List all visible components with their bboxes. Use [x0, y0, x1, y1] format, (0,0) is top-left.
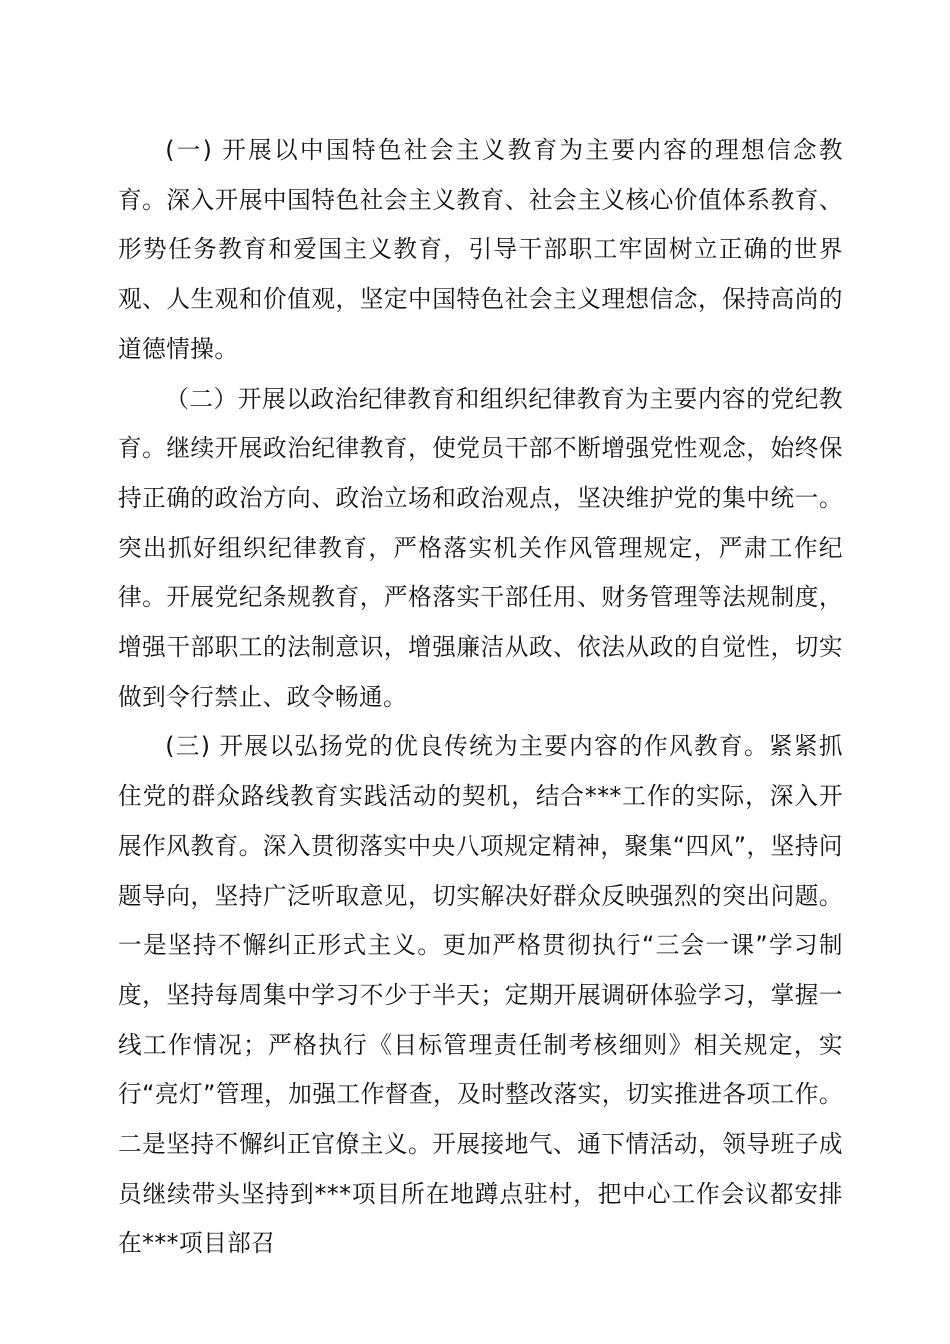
paragraph-1: (一) 开展以中国特色社会主义教育为主要内容的理想信念教育。深入开展中国特色社会主义教育、社会主义核心价值体系教育、形势任务教育和爱国主义教育，引导干部职工牢固树立正确的世界观、人生观和价值观，坚定中国特色社会主义理想信念，保持高尚的道德情操。: [118, 136, 843, 363]
paragraph-2: （二）开展以政治纪律教育和组织纪律教育为主要内容的党纪教育。继续开展政治纪律教育，使党员干部不断增强党性观念，始终保持正确的政治方向、政治立场和政治观点，坚决维护党的集中统一。突出抓好组织纪律教育，严格落实机关作风管理规定，严肃工作纪律。开展党纪条规教育，严格落实干部任用、财务管理等法规制度，增强干部职工的法制意识，增强廉洁从政、依法从政的自觉性，切实做到令行禁止、政令畅通。: [118, 384, 843, 711]
paragraph-3: (三) 开展以弘扬党的优良传统为主要内容的作风教育。紧紧抓住党的群众路线教育实践活动的契机，结合***工作的实际，深入开展作风教育。深入贯彻落实中央八项规定精神，聚集“四风”，坚持问题导向，坚持广泛听取意见，切实解决好群众反映强烈的突出问题。一是坚持不懈纠正形式主义。更加严格贯彻执行“三会一课”学习制度，坚持每周集中学习不少于半天；定期开展调研体验学习，掌握一线工作情况；严格执行《目标管理责任制考核细则》相关规定，实行“亮灯”管理，加强工作督查，及时整改落实，切实推进各项工作。二是坚持不懈纠正官僚主义。开展接地气、通下情活动，领导班子成员继续带头坚持到***项目所在地蹲点驻村，把中心工作会议都安排在***项目部召: [118, 732, 843, 1258]
body-text: [118, 126, 843, 1269]
